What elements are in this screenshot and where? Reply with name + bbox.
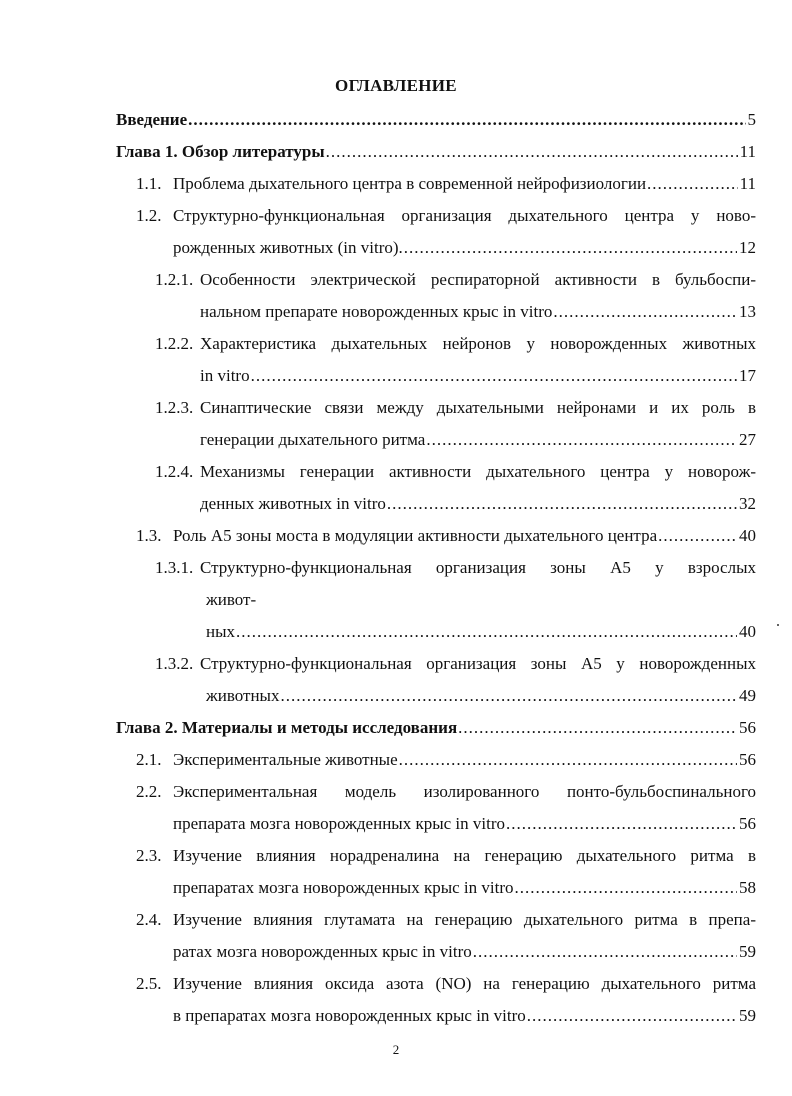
toc-entry-title: Глава 2. Материалы и методы исследования [116, 718, 458, 737]
toc-entry-1-3-1-hyphenated[interactable] [206, 590, 756, 610]
toc-entry-2-3[interactable] [136, 846, 756, 866]
dot-leader [506, 814, 737, 834]
dot-leader [399, 750, 737, 770]
dot-leader [251, 366, 737, 386]
toc-page-number: 12 [739, 238, 756, 257]
dot-leader [236, 622, 737, 642]
toc-section-number: 1.2.3. [155, 398, 194, 417]
toc-section-number: 2.4. [136, 910, 162, 929]
toc-entry-1-2-2-continued[interactable] [200, 366, 756, 386]
toc-entry-2-5[interactable] [136, 974, 756, 994]
toc-section-number: 1.2.2. [155, 334, 194, 353]
toc-entry-1-2-4[interactable] [155, 462, 756, 482]
toc-entry-title-continued: in vitro [200, 366, 250, 385]
toc-page-number: 40 [739, 622, 756, 641]
toc-page-number: 27 [739, 430, 756, 449]
dot-leader [515, 878, 737, 898]
toc-entry-title: Синаптические связи между дыхательными нейронами и их роль в [200, 398, 756, 417]
toc-section-number: 2.2. [136, 782, 162, 801]
toc-entry-title: Структурно-функциональная организация зоны А5 у новорожденных [200, 654, 756, 673]
toc-entry-title-continued: ных [206, 622, 236, 641]
toc-page-number: 59 [739, 1006, 756, 1025]
toc-page-number: 40 [739, 526, 756, 545]
toc-entry-title: Структурно-функциональная организация зоны А5 у взрослых [200, 558, 756, 577]
toc-entry-1-2-continued[interactable] [173, 238, 756, 258]
toc-section-number: 1.2.1. [155, 270, 194, 289]
toc-entry-title: Изучение влияния норадреналина на генерацию дыхательного ритма в [173, 846, 756, 865]
toc-entry-title: Изучение влияния оксида азота (NO) на генерацию дыхательного ритма [173, 974, 756, 993]
toc-entry-chapter-1[interactable] [116, 142, 756, 162]
toc-entry-title: Характеристика дыхательных нейронов у новорожденных животных [200, 334, 756, 353]
toc-entry-2-4-continued[interactable] [173, 942, 756, 962]
toc-page-number: 32 [739, 494, 756, 513]
toc-entry-1-2[interactable] [136, 206, 756, 226]
toc-entry-title-continued: рожденных животных (in vitro). [173, 238, 403, 257]
dot-leader [458, 718, 737, 738]
toc-entry-title: Механизмы генерации активности дыхательного центра у новорож- [200, 462, 756, 481]
toc-section-number: 1.3. [136, 526, 162, 545]
page-number: 2 [392, 1042, 400, 1057]
toc-entry-title: Изучение влияния глутамата на генерацию дыхательного ритма в препа- [173, 910, 756, 929]
toc-entry-title: Экспериментальные животные [173, 750, 398, 769]
dot-leader [553, 302, 737, 322]
toc-entry-1-2-1[interactable] [155, 270, 756, 290]
toc-entry-1-2-2[interactable] [155, 334, 756, 354]
dot-leader [658, 526, 737, 546]
toc-page-number: 13 [739, 302, 756, 321]
toc-page-number: 56 [739, 750, 756, 769]
toc-entry-title: Проблема дыхательного центра в современной нейрофизиологии [173, 174, 647, 193]
toc-section-number: 1.2.4. [155, 462, 194, 481]
dot-leader [426, 430, 737, 450]
toc-section-number: 2.1. [136, 750, 162, 769]
dot-leader [387, 494, 737, 514]
toc-entry-title: Введение [116, 110, 188, 129]
toc-entry-title-continued: препаратах мозга новорожденных крыс in vitro [173, 878, 514, 897]
dot-leader [473, 942, 737, 962]
toc-entry-2-2[interactable] [136, 782, 756, 802]
toc-entry-1-2-3[interactable] [155, 398, 756, 418]
toc-section-number: 1.2. [136, 206, 162, 225]
toc-entry-1-3-1-continued[interactable] [206, 622, 756, 642]
dot-leader [188, 110, 745, 130]
toc-entry-title: Глава 1. Обзор литературы [116, 142, 325, 161]
toc-entry-2-2-continued[interactable] [173, 814, 756, 834]
page-title: ОГЛАВЛЕНИЕ [335, 76, 457, 95]
toc-page-number: 56 [739, 718, 756, 737]
toc-entry-2-5-continued[interactable] [173, 1006, 756, 1026]
toc-entry-introduction[interactable] [116, 110, 756, 130]
toc-entry-title-continued: ратах мозга новорожденных крыс in vitro [173, 942, 472, 961]
dot-leader [647, 174, 738, 194]
toc-entry-title-continued: животных [206, 686, 280, 705]
toc-page-number: 11 [739, 142, 756, 161]
toc-section-number: 2.3. [136, 846, 162, 865]
toc-page-number: 11 [739, 174, 756, 193]
toc-entry-1-3-1[interactable] [155, 558, 756, 578]
dot-leader [527, 1006, 737, 1026]
toc-section-number: 1.1. [136, 174, 162, 193]
toc-entry-title-continued: генерации дыхательного ритма [200, 430, 426, 449]
toc-entry-1-3-2[interactable] [155, 654, 756, 674]
toc-entry-title-continued: в препаратах мозга новорожденных крыс in vitro [173, 1006, 526, 1025]
toc-entry-title-continued: денных животных in vitro [200, 494, 386, 513]
toc-entry-2-3-continued[interactable] [173, 878, 756, 898]
toc-entry-1-2-4-continued[interactable] [200, 494, 756, 514]
dot-leader [326, 142, 738, 162]
toc-entry-1-3[interactable] [136, 526, 756, 546]
toc-entry-2-1[interactable] [136, 750, 756, 770]
toc-page-number: 5 [747, 110, 756, 129]
toc-page-number: 49 [739, 686, 756, 705]
toc-page-number: 17 [739, 366, 756, 385]
toc-entry-1-2-3-continued[interactable] [200, 430, 756, 450]
toc-section-number: 2.5. [136, 974, 162, 993]
toc-entry-1-1[interactable] [136, 174, 756, 194]
toc-entry-title: Экспериментальная модель изолированного понто-бульбоспинального [173, 782, 756, 801]
toc-entry-1-2-1-continued[interactable] [200, 302, 756, 322]
toc-entry-chapter-2[interactable] [116, 718, 756, 738]
scan-speck [777, 624, 779, 626]
toc-section-number: 1.3.2. [155, 654, 194, 673]
toc-section-number: 1.3.1. [155, 558, 194, 577]
dot-leader [280, 686, 737, 706]
toc-entry-title-continued: нальном препарате новорожденных крыс in vitro [200, 302, 553, 321]
toc-page-number: 56 [739, 814, 756, 833]
toc-entry-title: Роль А5 зоны моста в модуляции активности дыхательного центра [173, 526, 658, 545]
toc-entry-2-4[interactable] [136, 910, 756, 930]
toc-entry-title-continued: живот- [206, 590, 257, 609]
toc-page-number: 58 [739, 878, 756, 897]
toc-entry-1-3-2-continued[interactable] [206, 686, 756, 706]
toc-entry-title: Особенности электрической респираторной активности в бульбоспи- [200, 270, 756, 289]
dot-leader [404, 238, 737, 258]
toc-entry-title: Структурно-функциональная организация дыхательного центра у ново- [173, 206, 756, 225]
toc-page-number: 59 [739, 942, 756, 961]
toc-entry-title-continued: препарата мозга новорожденных крыс in vitro [173, 814, 506, 833]
